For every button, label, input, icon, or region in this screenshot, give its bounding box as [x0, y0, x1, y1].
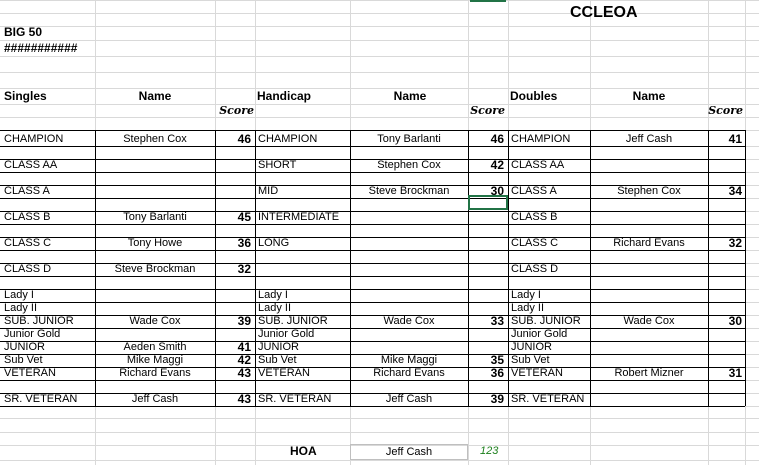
singles-score-cell[interactable]: 46: [237, 131, 251, 146]
overflow-hashes[interactable]: ###########: [4, 41, 78, 55]
handicap-name-header[interactable]: Name: [393, 89, 427, 103]
singles-class-cell[interactable]: CLASS C: [4, 237, 52, 249]
handicap-class-cell[interactable]: INTERMEDIATE: [258, 211, 340, 223]
singles-class-cell[interactable]: Junior Gold: [4, 328, 61, 340]
handicap-class-cell[interactable]: Junior Gold: [258, 328, 315, 340]
handicap-score-cell[interactable]: 33: [490, 314, 504, 328]
singles-class-cell[interactable]: Lady II: [4, 302, 38, 314]
doubles-name-cell[interactable]: Jeff Cash: [625, 132, 673, 145]
doubles-score-cell[interactable]: 32: [728, 236, 742, 250]
singles-score-cell[interactable]: 42: [237, 353, 251, 367]
doubles-class-cell[interactable]: Sub Vet: [511, 354, 550, 366]
doubles-class-cell[interactable]: SUB. JUNIOR: [511, 315, 581, 327]
handicap-class-cell[interactable]: SUB. JUNIOR: [258, 315, 328, 327]
gridline-horizontal: [0, 40, 759, 41]
table-border-vertical: [255, 130, 256, 406]
handicap-name-cell[interactable]: Mike Maggi: [380, 354, 438, 366]
handicap-name-cell[interactable]: Jeff Cash: [385, 393, 433, 405]
doubles-name-cell[interactable]: Robert Mizner: [614, 367, 684, 379]
doubles-score-header[interactable]: Score: [708, 104, 743, 117]
singles-class-cell[interactable]: CLASS B: [4, 211, 51, 223]
handicap-name-cell[interactable]: Tony Barlanti: [377, 132, 441, 145]
singles-name-cell[interactable]: Richard Evans: [119, 367, 191, 379]
gridline-horizontal: [0, 0, 759, 1]
hoa-name[interactable]: Jeff Cash: [350, 444, 468, 460]
table-border-vertical: [590, 130, 591, 406]
doubles-name-cell[interactable]: Wade Cox: [623, 315, 675, 327]
singles-class-cell[interactable]: SUB. JUNIOR: [4, 315, 74, 327]
doubles-score-cell[interactable]: 41: [728, 131, 742, 146]
handicap-name-cell[interactable]: Wade Cox: [383, 315, 435, 327]
doubles-score-cell[interactable]: 30: [728, 314, 742, 328]
doubles-name-cell[interactable]: Stephen Cox: [617, 185, 681, 197]
singles-score-cell[interactable]: 36: [237, 236, 251, 250]
singles-score-cell[interactable]: 43: [237, 366, 251, 380]
singles-class-cell[interactable]: Lady I: [4, 289, 34, 301]
doubles-header[interactable]: Doubles: [510, 89, 558, 103]
singles-class-cell[interactable]: CHAMPION: [4, 132, 64, 145]
singles-name-cell[interactable]: Tony Barlanti: [123, 211, 187, 223]
table-border-vertical: [508, 130, 509, 406]
doubles-class-cell[interactable]: CLASS B: [511, 211, 558, 223]
gridline-horizontal: [0, 13, 759, 14]
handicap-score-cell[interactable]: 46: [490, 131, 504, 146]
singles-class-cell[interactable]: JUNIOR: [4, 341, 45, 353]
gridline-horizontal: [0, 460, 759, 461]
doubles-class-cell[interactable]: CLASS A: [511, 185, 557, 197]
singles-name-cell[interactable]: Aeden Smith: [123, 341, 187, 353]
table-border-vertical: [745, 130, 746, 406]
singles-name-cell[interactable]: Jeff Cash: [131, 393, 179, 405]
hoa-label[interactable]: HOA: [290, 444, 317, 458]
table-border-horizontal: [0, 146, 745, 147]
doubles-class-cell[interactable]: CHAMPION: [511, 132, 571, 145]
handicap-score-cell[interactable]: 39: [490, 392, 504, 406]
handicap-score-cell[interactable]: 36: [490, 366, 504, 380]
singles-score-header[interactable]: Score: [219, 104, 254, 117]
handicap-class-cell[interactable]: Sub Vet: [258, 354, 297, 366]
table-border-horizontal: [0, 289, 745, 290]
doubles-class-cell[interactable]: CLASS D: [511, 263, 559, 275]
singles-class-cell[interactable]: VETERAN: [4, 367, 56, 379]
gridline-horizontal: [0, 432, 759, 433]
table-border-horizontal: [0, 224, 745, 225]
handicap-score-cell[interactable]: 35: [490, 353, 504, 367]
sheet-title[interactable]: CCLEOA: [570, 4, 638, 21]
singles-name-cell[interactable]: Steve Brockman: [114, 263, 196, 275]
singles-class-cell[interactable]: CLASS A: [4, 185, 50, 197]
doubles-class-cell[interactable]: Junior Gold: [511, 328, 568, 340]
singles-score-cell[interactable]: 43: [237, 392, 251, 406]
singles-header[interactable]: Singles: [4, 89, 47, 103]
handicap-class-cell[interactable]: SR. VETERAN: [258, 393, 332, 405]
table-border-horizontal: [0, 250, 745, 251]
handicap-score-cell[interactable]: 30: [490, 184, 504, 198]
handicap-name-cell[interactable]: Richard Evans: [373, 367, 445, 379]
doubles-class-cell[interactable]: SR. VETERAN: [511, 393, 585, 405]
doubles-name-cell[interactable]: Richard Evans: [613, 237, 685, 249]
singles-score-cell[interactable]: 39: [237, 314, 251, 328]
table-border-horizontal: [0, 302, 745, 303]
handicap-class-cell[interactable]: JUNIOR: [258, 341, 299, 353]
gridline-horizontal: [0, 72, 759, 73]
singles-class-cell[interactable]: CLASS D: [4, 263, 52, 275]
doubles-class-cell[interactable]: Lady I: [511, 289, 541, 301]
column-selection-indicator: [470, 0, 506, 2]
handicap-name-cell[interactable]: Steve Brockman: [368, 185, 450, 197]
table-border-horizontal: [0, 276, 745, 277]
table-border-horizontal: [0, 172, 745, 173]
table-border-vertical: [708, 130, 709, 406]
singles-class-cell[interactable]: SR. VETERAN: [4, 393, 78, 405]
handicap-score-header[interactable]: Score: [470, 104, 505, 117]
table-border-horizontal: [0, 198, 745, 199]
singles-name-header[interactable]: Name: [138, 89, 172, 103]
gridline-horizontal: [0, 117, 759, 118]
gridline-horizontal: [0, 104, 759, 105]
doubles-class-cell[interactable]: JUNIOR: [511, 341, 552, 353]
table-border-horizontal: [0, 328, 745, 329]
table-border-horizontal: [0, 380, 745, 381]
singles-class-cell[interactable]: CLASS AA: [4, 159, 58, 171]
doubles-class-cell[interactable]: CLASS AA: [511, 159, 565, 171]
singles-score-cell[interactable]: 32: [237, 262, 251, 276]
handicap-header[interactable]: Handicap: [257, 89, 312, 103]
doubles-class-cell[interactable]: CLASS C: [511, 237, 559, 249]
doubles-class-cell[interactable]: Lady II: [511, 302, 545, 314]
gridline-horizontal: [0, 418, 759, 419]
handicap-class-cell[interactable]: LONG: [258, 237, 290, 249]
event-subtitle[interactable]: BIG 50: [4, 25, 43, 39]
table-border-horizontal: [0, 130, 745, 131]
gridline-horizontal: [0, 26, 759, 27]
singles-class-cell[interactable]: Sub Vet: [4, 354, 43, 366]
doubles-name-header[interactable]: Name: [632, 89, 666, 103]
singles-name-cell[interactable]: Mike Maggi: [126, 354, 184, 366]
doubles-class-cell[interactable]: VETERAN: [511, 367, 563, 379]
singles-name-cell[interactable]: Tony Howe: [127, 237, 183, 249]
doubles-score-cell[interactable]: 31: [728, 366, 742, 380]
handicap-name-cell[interactable]: Stephen Cox: [377, 159, 441, 171]
handicap-class-cell[interactable]: MID: [258, 185, 279, 197]
singles-name-cell[interactable]: Stephen Cox: [123, 132, 187, 145]
singles-score-cell[interactable]: 45: [237, 210, 251, 224]
singles-name-cell[interactable]: Wade Cox: [129, 315, 181, 327]
handicap-class-cell[interactable]: Lady I: [258, 289, 288, 301]
singles-score-cell[interactable]: 41: [237, 340, 251, 354]
handicap-class-cell[interactable]: Lady II: [258, 302, 292, 314]
gridline-horizontal: [0, 56, 759, 57]
doubles-score-cell[interactable]: 34: [728, 184, 742, 198]
active-cell-selection: [468, 195, 508, 210]
handicap-class-cell[interactable]: CHAMPION: [258, 132, 318, 145]
handicap-class-cell[interactable]: SHORT: [258, 159, 297, 171]
handicap-score-cell[interactable]: 42: [490, 158, 504, 172]
handicap-class-cell[interactable]: VETERAN: [258, 367, 310, 379]
hoa-score[interactable]: 123: [480, 445, 499, 457]
table-border-horizontal: [0, 406, 745, 407]
